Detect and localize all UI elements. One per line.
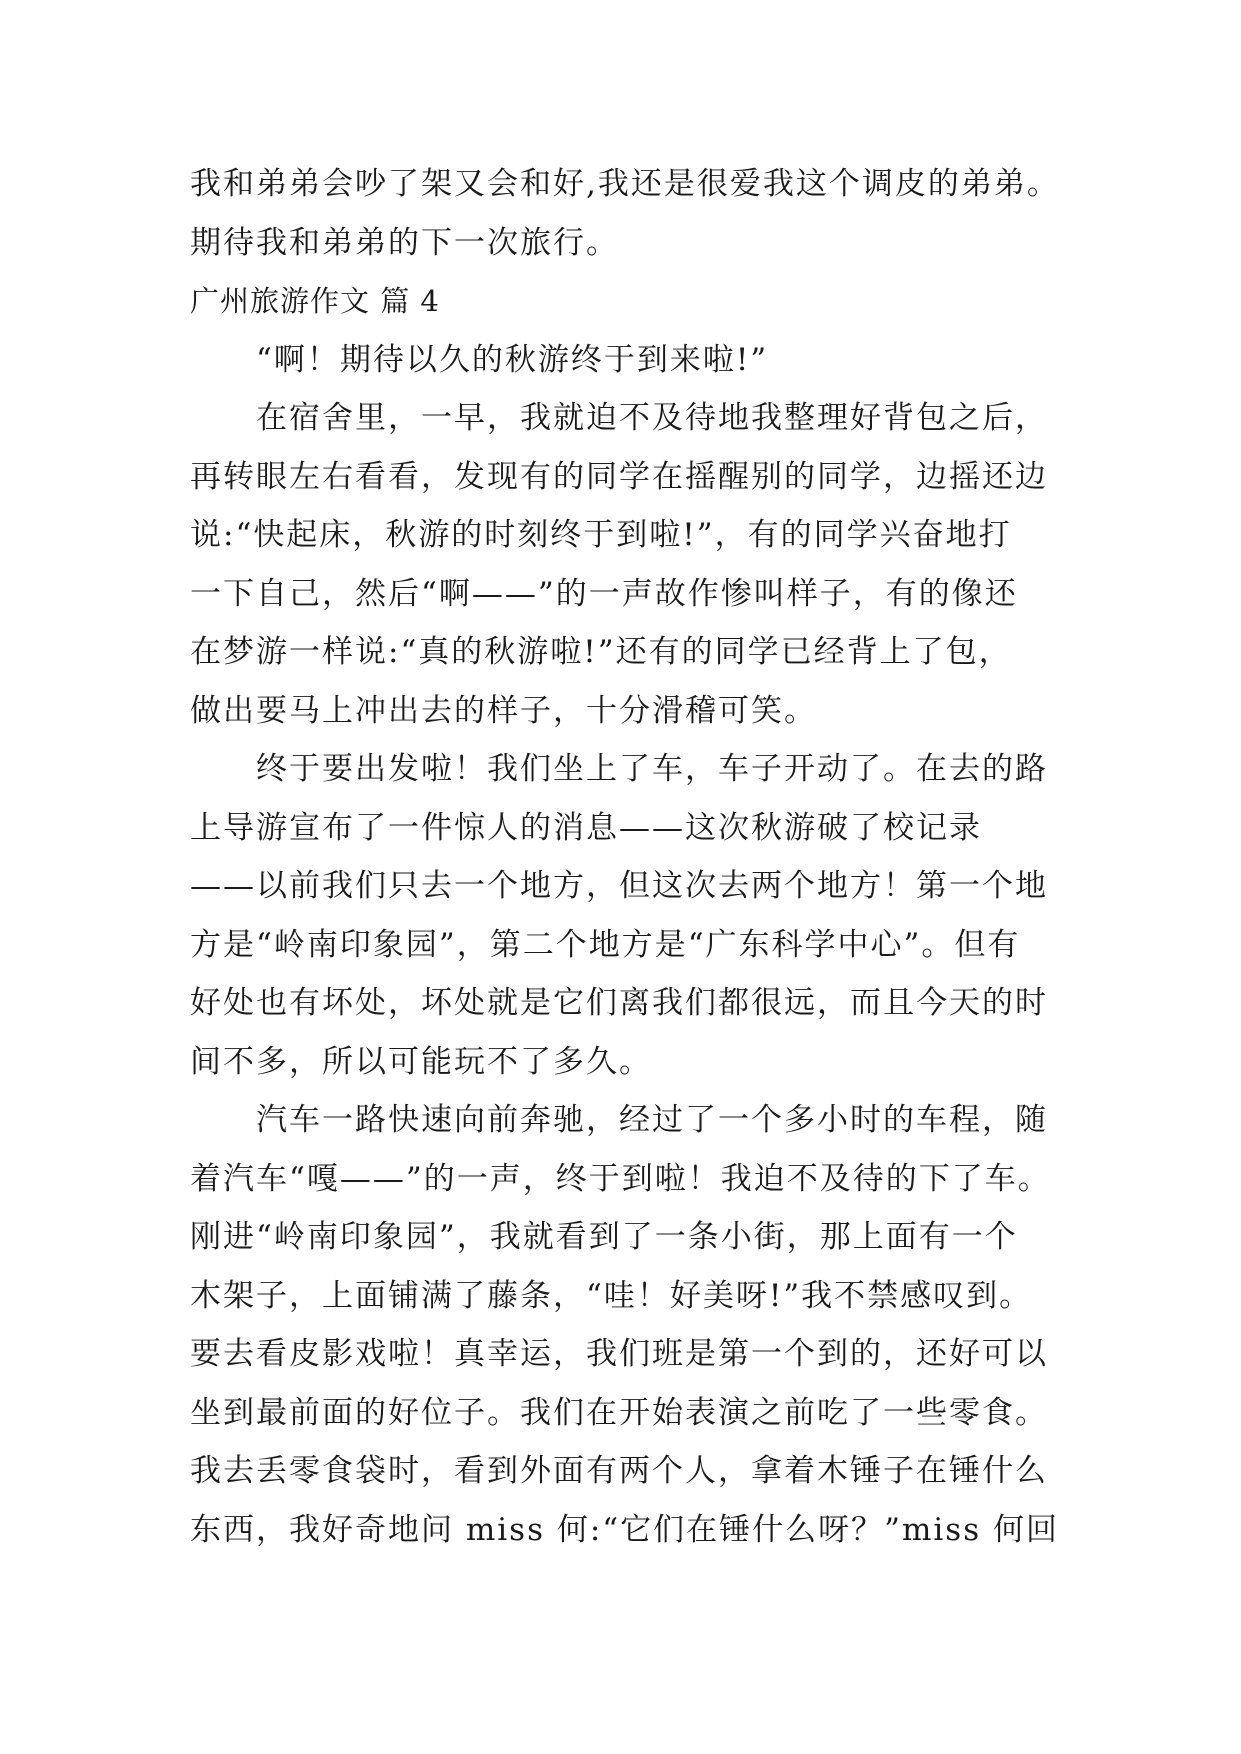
text-line: 方是“岭南印象园”，第二个地方是“广东科学中心”。但有 [190,926,1021,963]
text-line: 再转眼左右看看，发现有的同学在摇醒别的同学，边摇还边 [190,458,1048,495]
text-line: 在梦游一样说:“真的秋游啦!”还有的同学已经背上了包， [190,634,1012,670]
text-line: 做出要马上冲出去的样子，十分滑稽可笑。 [190,692,817,729]
text-line: ——以前我们只去一个地方，但这次去两个地方！第一个地 [190,868,1048,904]
text-line: 东西，我好奇地问 miss 何:“它们在锤什么呀？”miss 何回 [190,1511,1059,1548]
section-heading: 广州旅游作文 篇 4 [190,284,440,318]
text-line: 在宿舍里，一早，我就迫不及待地我整理好背包之后， [256,400,1048,436]
text-line: 着汽车“嘎——”的一声，终于到啦！我迫不及待的下了车。 [190,1160,1051,1197]
text-line: 一下自己，然后“啊——”的一声故作惨叫样子，有的像还 [190,575,1018,612]
document-page [190,155,1090,1559]
text-line: 坐到最前面的好位子。我们在开始表演之前吃了一些零食。 [190,1394,1048,1431]
text-line: 好处也有坏处，坏处就是它们离我们都很远，而且今天的时 [190,985,1048,1021]
text-line: 刚进“岭南印象园”，我就看到了一条小街，那上面有一个 [190,1219,1018,1255]
text-line: 间不多，所以可能玩不了多久。 [190,1043,652,1080]
text-line: 说:“快起床，秋游的时刻终于到啦!”，有的同学兴奋地打 [190,517,1012,553]
text-line: 木架子，上面铺满了藤条，“哇！好美呀!”我不禁感叹到。 [190,1277,1033,1314]
text-line: 终于要出发啦！我们坐上了车，车子开动了。在去的路 [256,751,1048,787]
text-line: 期待我和弟弟的下一次旅行。 [190,224,619,261]
text-line: 上导游宣布了一件惊人的消息——这次秋游破了校记录 [190,809,982,846]
text-line: 汽车一路快速向前奔驰，经过了一个多小时的车程，随 [256,1102,1048,1138]
text-line: 要去看皮影戏啦！真幸运，我们班是第一个到的，还好可以 [190,1336,1048,1372]
text-line: “啊！期待以久的秋游终于到来啦!” [256,341,769,378]
text-line: 我和弟弟会吵了架又会和好,我还是很爱我这个调皮的弟弟。 [190,166,1060,202]
text-line: 我去丢零食袋时，看到外面有两个人，拿着木锤子在锤什么 [190,1453,1048,1489]
